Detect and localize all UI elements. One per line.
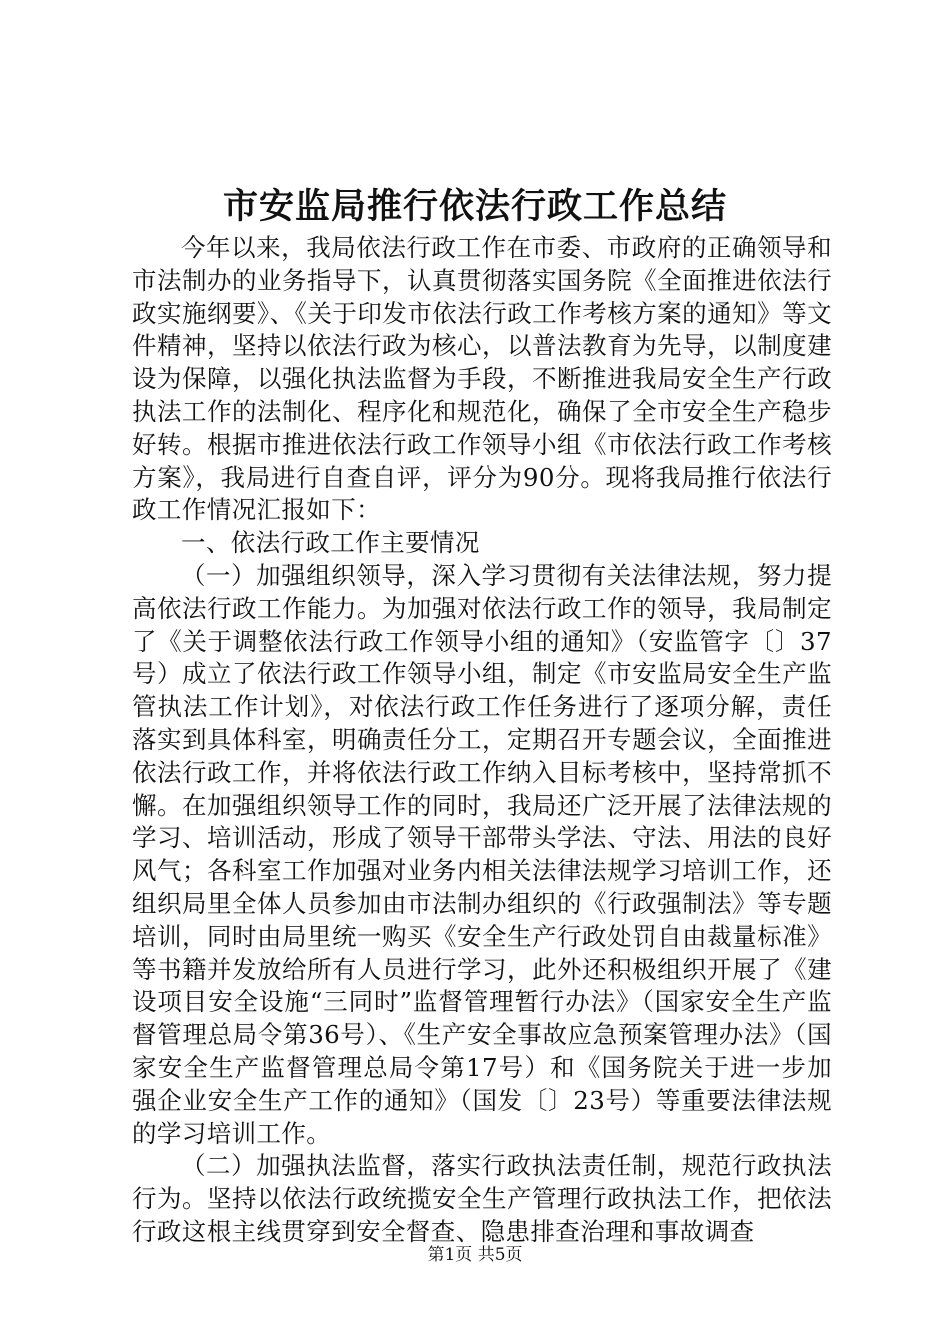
document-body [132,232,832,1249]
paragraph-intro: 今年以来，我局依法行政工作在市委、市政府的正确领导和市法制办的业务指导下，认真贯彻落实国务院《全面推进依法行政实施纲要》、《关于印发市依法行政工作考核方案的通知》等文件精神，坚持以依法行政为核心，以普法教育为先导，以制度建设为保障，以强化执法监督为手段，不断推进我局安全生产行政执法工作的法制化、程序化和规范化，确保了全市安全生产稳步好转。根据市推进依法行政工作领导小组《市依法行政工作考核方案》，我局进行自查自评，评分为90分。现将我局推行依法行政工作情况汇报如下： [132,233,832,525]
paragraph-organization: （一）加强组织领导，深入学习贯彻有关法律法规，努力提高依法行政工作能力。为加强对依法行政工作的领导，我局制定了《关于调整依法行政工作领导小组的通知》（安监管字〔〕37号）成立了依法行政工作领导小组，制定《市安监局安全生产监管执法工作计划》，对依法行政工作任务进行了逐项分解，责任落实到具体科室，明确责任分工，定期召开专题会议，全面推进依法行政工作，并将依法行政工作纳入目标考核中，坚持常抓不懈。在加强组织领导工作的同时，我局还广泛开展了法律法规的学习、培训活动，形成了领导干部带头学法、守法、用法的良好风气；各科室工作加强对业务内相关法律法规学习培训工作，还组织局里全体人员参加由市法制办组织的《行政强制法》等专题培训，同时由局里统一购买《安全生产行政处罚自由裁量标准》等书籍并发放给所有人员进行学习，此外还积极组织开展了《建设项目安全设施“三同时”监督管理暂行办法》（国家安全生产监督管理总局令第36号）、《生产安全事故应急预案管理办法》（国家安全生产监督管理总局令第17号）和《国务院关于进一步加强企业安全生产工作的通知》（国发〔〕23号）等重要法律法规的学习培训工作。 [132,560,832,1148]
document-title: 市安监局推行依法行政工作总结 [222,186,727,227]
page-number-footer: 第1页 共5页 [427,1245,523,1265]
paragraph-supervision: （二）加强执法监督，落实行政执法责任制，规范行政执法行为。坚持以依法行政统揽安全生产管理行政执法工作，把依法行政这根主线贯穿到安全督查、隐患排查治理和事故调查 [132,1151,832,1246]
section-heading: 一、依法行政工作主要情况 [181,528,480,558]
